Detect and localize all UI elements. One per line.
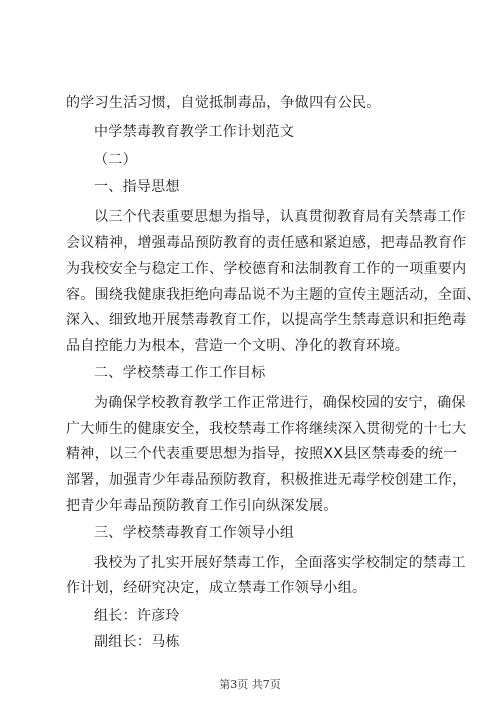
group-leader: 组长：许彦玲 xyxy=(94,608,180,624)
paragraph-2-line-3: 精神，以三个代表重要思想为指导，按照XX县区禁毒委的统一 xyxy=(66,446,458,462)
paragraph-2-line-5: 把青少年毒品预防教育工作引向纵深发展。 xyxy=(66,498,338,514)
deputy-group-leader: 副组长：马栋 xyxy=(94,634,180,650)
paragraph-1-line-3: 为我校安全与稳定工作、学校德育和法制教育工作的一项重要内 xyxy=(66,261,467,277)
paragraph-1-line-5: 深入、细致地开展禁毒教育工作，以提高学生禁毒意识和拒绝毒 xyxy=(66,312,467,328)
paragraph-1-line-1: 以三个代表重要思想为指导，认真贯彻教育局有关禁毒工作 xyxy=(94,209,466,225)
paragraph-2-line-2: 广大师生的健康安全，我校禁毒工作将继续深入贯彻党的十七大 xyxy=(66,421,467,437)
paragraph-3-line-1: 我校为了扎实开展好禁毒工作，全面落实学校制定的禁毒工 xyxy=(94,555,466,571)
paragraph-2-line-4: 部署，加强青少年毒品预防教育，积极推进无毒学校创建工作， xyxy=(66,472,467,488)
text-line-continuation: 的学习生活习惯，自觉抵制毒品，争做四有公民。 xyxy=(66,95,381,111)
page-number-footer: 第3页 共7页 xyxy=(219,678,281,691)
paragraph-1-line-2: 会议精神，增强毒品预防教育的责任感和紧迫感，把毒品教育作 xyxy=(66,235,467,251)
document-title: 中学禁毒教育教学工作计划范文 xyxy=(94,124,295,140)
heading-leadership-group: 三、学校禁毒教育工作领导小组 xyxy=(94,525,295,541)
heading-guiding-ideology: 一、指导思想 xyxy=(94,179,180,195)
heading-work-goals: 二、学校禁毒工作工作目标 xyxy=(94,365,266,381)
paragraph-1-line-6: 品自控能力为根本，营造一个文明、净化的教育环境。 xyxy=(66,338,410,354)
paragraph-3-line-2: 作计划，经研究决定，成立禁毒工作领导小组。 xyxy=(66,580,367,596)
paragraph-2-line-1: 为确保学校教育教学工作正常进行，确保校园的安宁，确保 xyxy=(94,395,466,411)
paragraph-1-line-4: 容。围绕我健康我拒绝向毒品说不为主题的宣传主题活动，全面、 xyxy=(66,287,481,303)
section-number: （二） xyxy=(94,152,137,168)
